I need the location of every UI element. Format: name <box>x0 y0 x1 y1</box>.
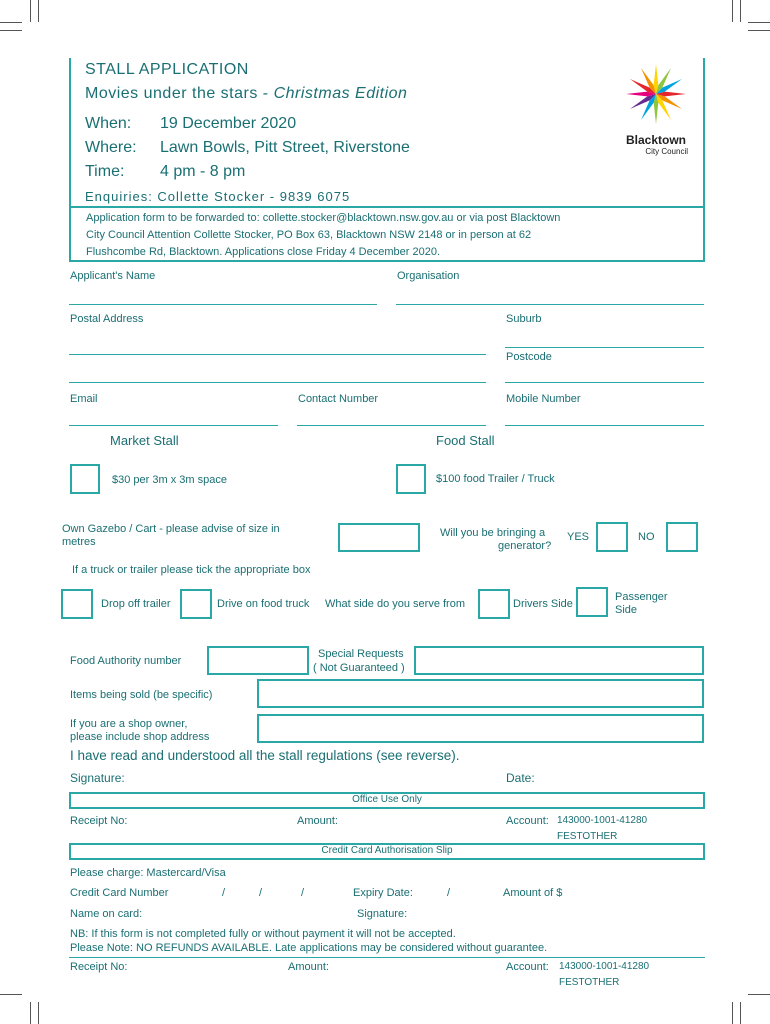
credit-account-label: Account: <box>506 961 549 973</box>
declaration-statement: I have read and understood all the stall regulations (see reverse). <box>70 748 460 763</box>
date-label: Date: <box>506 771 535 785</box>
where-value: Lawn Bowls, Pitt Street, Riverstone <box>160 139 410 156</box>
gazebo-label-1: Own Gazebo / Cart - please advise of size in <box>62 523 280 535</box>
items-sold-input[interactable] <box>257 679 704 708</box>
generator-no-checkbox[interactable] <box>666 522 698 552</box>
amount-of-label: Amount of $ <box>503 887 563 899</box>
postal-address-field-1[interactable] <box>69 354 486 355</box>
office-use-bar: Office Use Only <box>69 792 705 809</box>
mobile-number-label: Mobile Number <box>506 393 581 405</box>
crop-mark <box>0 22 22 23</box>
food-stall-option: $100 food Trailer / Truck <box>436 473 555 485</box>
postal-address-field-2[interactable] <box>69 382 486 383</box>
credit-account-code: FESTOTHER <box>559 977 620 988</box>
generator-label-1: Will you be bringing a <box>440 527 546 539</box>
charge-text: Please charge: Mastercard/Visa <box>70 867 226 879</box>
time-value: 4 pm - 8 pm <box>160 163 246 180</box>
when-value: 19 December 2020 <box>160 115 297 132</box>
crop-mark <box>732 1002 733 1024</box>
gazebo-size-input[interactable] <box>338 523 420 552</box>
drivers-side-checkbox[interactable] <box>478 589 510 619</box>
card-slash-1: / <box>222 887 226 899</box>
gazebo-label-2: metres <box>62 536 96 548</box>
crop-mark <box>30 0 31 22</box>
card-slash-3: / <box>301 887 305 899</box>
postal-address-label: Postal Address <box>70 313 144 325</box>
logo-subtitle: City Council <box>645 147 688 156</box>
star-logo-icon <box>618 62 694 126</box>
credit-account-number: 143000-1001-41280 <box>559 961 650 972</box>
crop-mark <box>748 30 770 31</box>
special-requests-label-1: Special Requests <box>318 648 404 660</box>
items-sold-label: Items being sold (be specific) <box>70 689 213 701</box>
mobile-number-field[interactable] <box>505 425 704 426</box>
passenger-side-label-2: Side <box>615 604 638 616</box>
passenger-side-checkbox[interactable] <box>576 587 608 617</box>
shop-owner-label-2: please include shop address <box>70 731 210 743</box>
email-field[interactable] <box>69 425 278 426</box>
signature-label: Signature: <box>70 771 125 785</box>
refund-note: Please Note: NO REFUNDS AVAILABLE. Late applications may be considered without guarantee. <box>70 942 548 954</box>
logo-name: Blacktown <box>625 133 686 147</box>
applicant-name-label: Applicant's Name <box>70 270 156 282</box>
contact-number-field[interactable] <box>297 425 486 426</box>
event-subtitle: Movies under the stars - Christmas Edition <box>85 85 408 102</box>
drop-off-trailer-checkbox[interactable] <box>61 589 93 619</box>
applicant-name-field[interactable] <box>69 304 377 305</box>
form-title: STALL APPLICATION <box>85 61 249 78</box>
drop-off-trailer-label: Drop off trailer <box>101 598 171 610</box>
market-stall-checkbox[interactable] <box>70 464 100 494</box>
crop-mark <box>0 994 22 995</box>
organisation-field[interactable] <box>396 304 704 305</box>
shop-address-input[interactable] <box>257 714 704 743</box>
submission-note-1: Application form to be forwarded to: collette.stocker@blacktown.nsw.gov.au or via post Blacktown <box>86 212 561 224</box>
credit-receipt-label: Receipt No: <box>70 961 128 973</box>
generator-yes-checkbox[interactable] <box>596 522 628 552</box>
special-requests-input[interactable] <box>414 646 704 675</box>
crop-mark <box>38 1002 39 1024</box>
submission-note-3: Flushcombe Rd, Blacktown. Applications close Friday 4 December 2020. <box>86 246 441 258</box>
where-label: Where: <box>85 139 137 156</box>
generator-yes-label: YES <box>567 531 590 543</box>
account-code: FESTOTHER <box>557 831 618 842</box>
credit-card-bar: Credit Card Authorisation Slip <box>69 843 705 860</box>
suburb-label: Suburb <box>506 313 542 325</box>
time-label: Time: <box>85 163 125 180</box>
crop-mark <box>748 994 770 995</box>
postcode-field[interactable] <box>505 382 704 383</box>
food-stall-heading: Food Stall <box>436 433 495 448</box>
drivers-side-label: Drivers Side <box>513 598 573 610</box>
market-stall-heading: Market Stall <box>110 433 179 448</box>
drive-on-truck-checkbox[interactable] <box>180 589 212 619</box>
nb-note: NB: If this form is not completed fully or without payment it will not be accepted. <box>70 928 456 940</box>
name-on-card-label: Name on card: <box>70 908 143 920</box>
expiry-slash: / <box>447 887 451 899</box>
account-number: 143000-1001-41280 <box>557 815 648 826</box>
postcode-label: Postcode <box>506 351 552 363</box>
crop-mark <box>732 0 733 22</box>
expiry-label: Expiry Date: <box>353 887 413 899</box>
food-authority-input[interactable] <box>207 646 309 675</box>
special-requests-label-2: ( Not Guaranteed ) <box>313 662 405 674</box>
crop-mark <box>740 1002 741 1024</box>
credit-divider <box>69 957 705 958</box>
food-authority-label: Food Authority number <box>70 655 182 667</box>
crop-mark <box>740 0 741 22</box>
organisation-label: Organisation <box>397 270 460 282</box>
credit-amount-label: Amount: <box>288 961 329 973</box>
food-stall-checkbox[interactable] <box>396 464 426 494</box>
contact-number-label: Contact Number <box>298 393 379 405</box>
submission-note-2: City Council Attention Collette Stocker, PO Box 63, Blacktown NSW 2148 or in person at 62 <box>86 229 532 241</box>
blacktown-logo <box>618 62 694 162</box>
header-divider <box>69 206 705 208</box>
truck-note: If a truck or trailer please tick the appropriate box <box>72 564 311 576</box>
when-label: When: <box>85 115 132 132</box>
drive-on-truck-label: Drive on food truck <box>217 598 310 610</box>
card-slash-2: / <box>259 887 263 899</box>
serve-side-question: What side do you serve from <box>325 598 466 610</box>
generator-label-2: generator? <box>498 540 552 552</box>
receipt-label: Receipt No: <box>70 815 128 827</box>
amount-label: Amount: <box>297 815 338 827</box>
card-number-label: Credit Card Number <box>70 887 169 899</box>
market-stall-option: $30 per 3m x 3m space <box>112 474 227 486</box>
shop-owner-label-1: If you are a shop owner, <box>70 718 188 730</box>
crop-mark <box>30 1002 31 1024</box>
enquiries-text: Enquiries: Collette Stocker - 9839 6075 <box>85 189 351 204</box>
crop-mark <box>748 22 770 23</box>
email-label: Email <box>70 393 98 405</box>
generator-no-label: NO <box>638 531 655 543</box>
crop-mark <box>38 0 39 22</box>
card-signature-label: Signature: <box>357 908 408 920</box>
account-label: Account: <box>506 815 549 827</box>
passenger-side-label-1: Passenger <box>615 591 668 603</box>
crop-mark <box>0 30 22 31</box>
suburb-field[interactable] <box>505 347 704 348</box>
